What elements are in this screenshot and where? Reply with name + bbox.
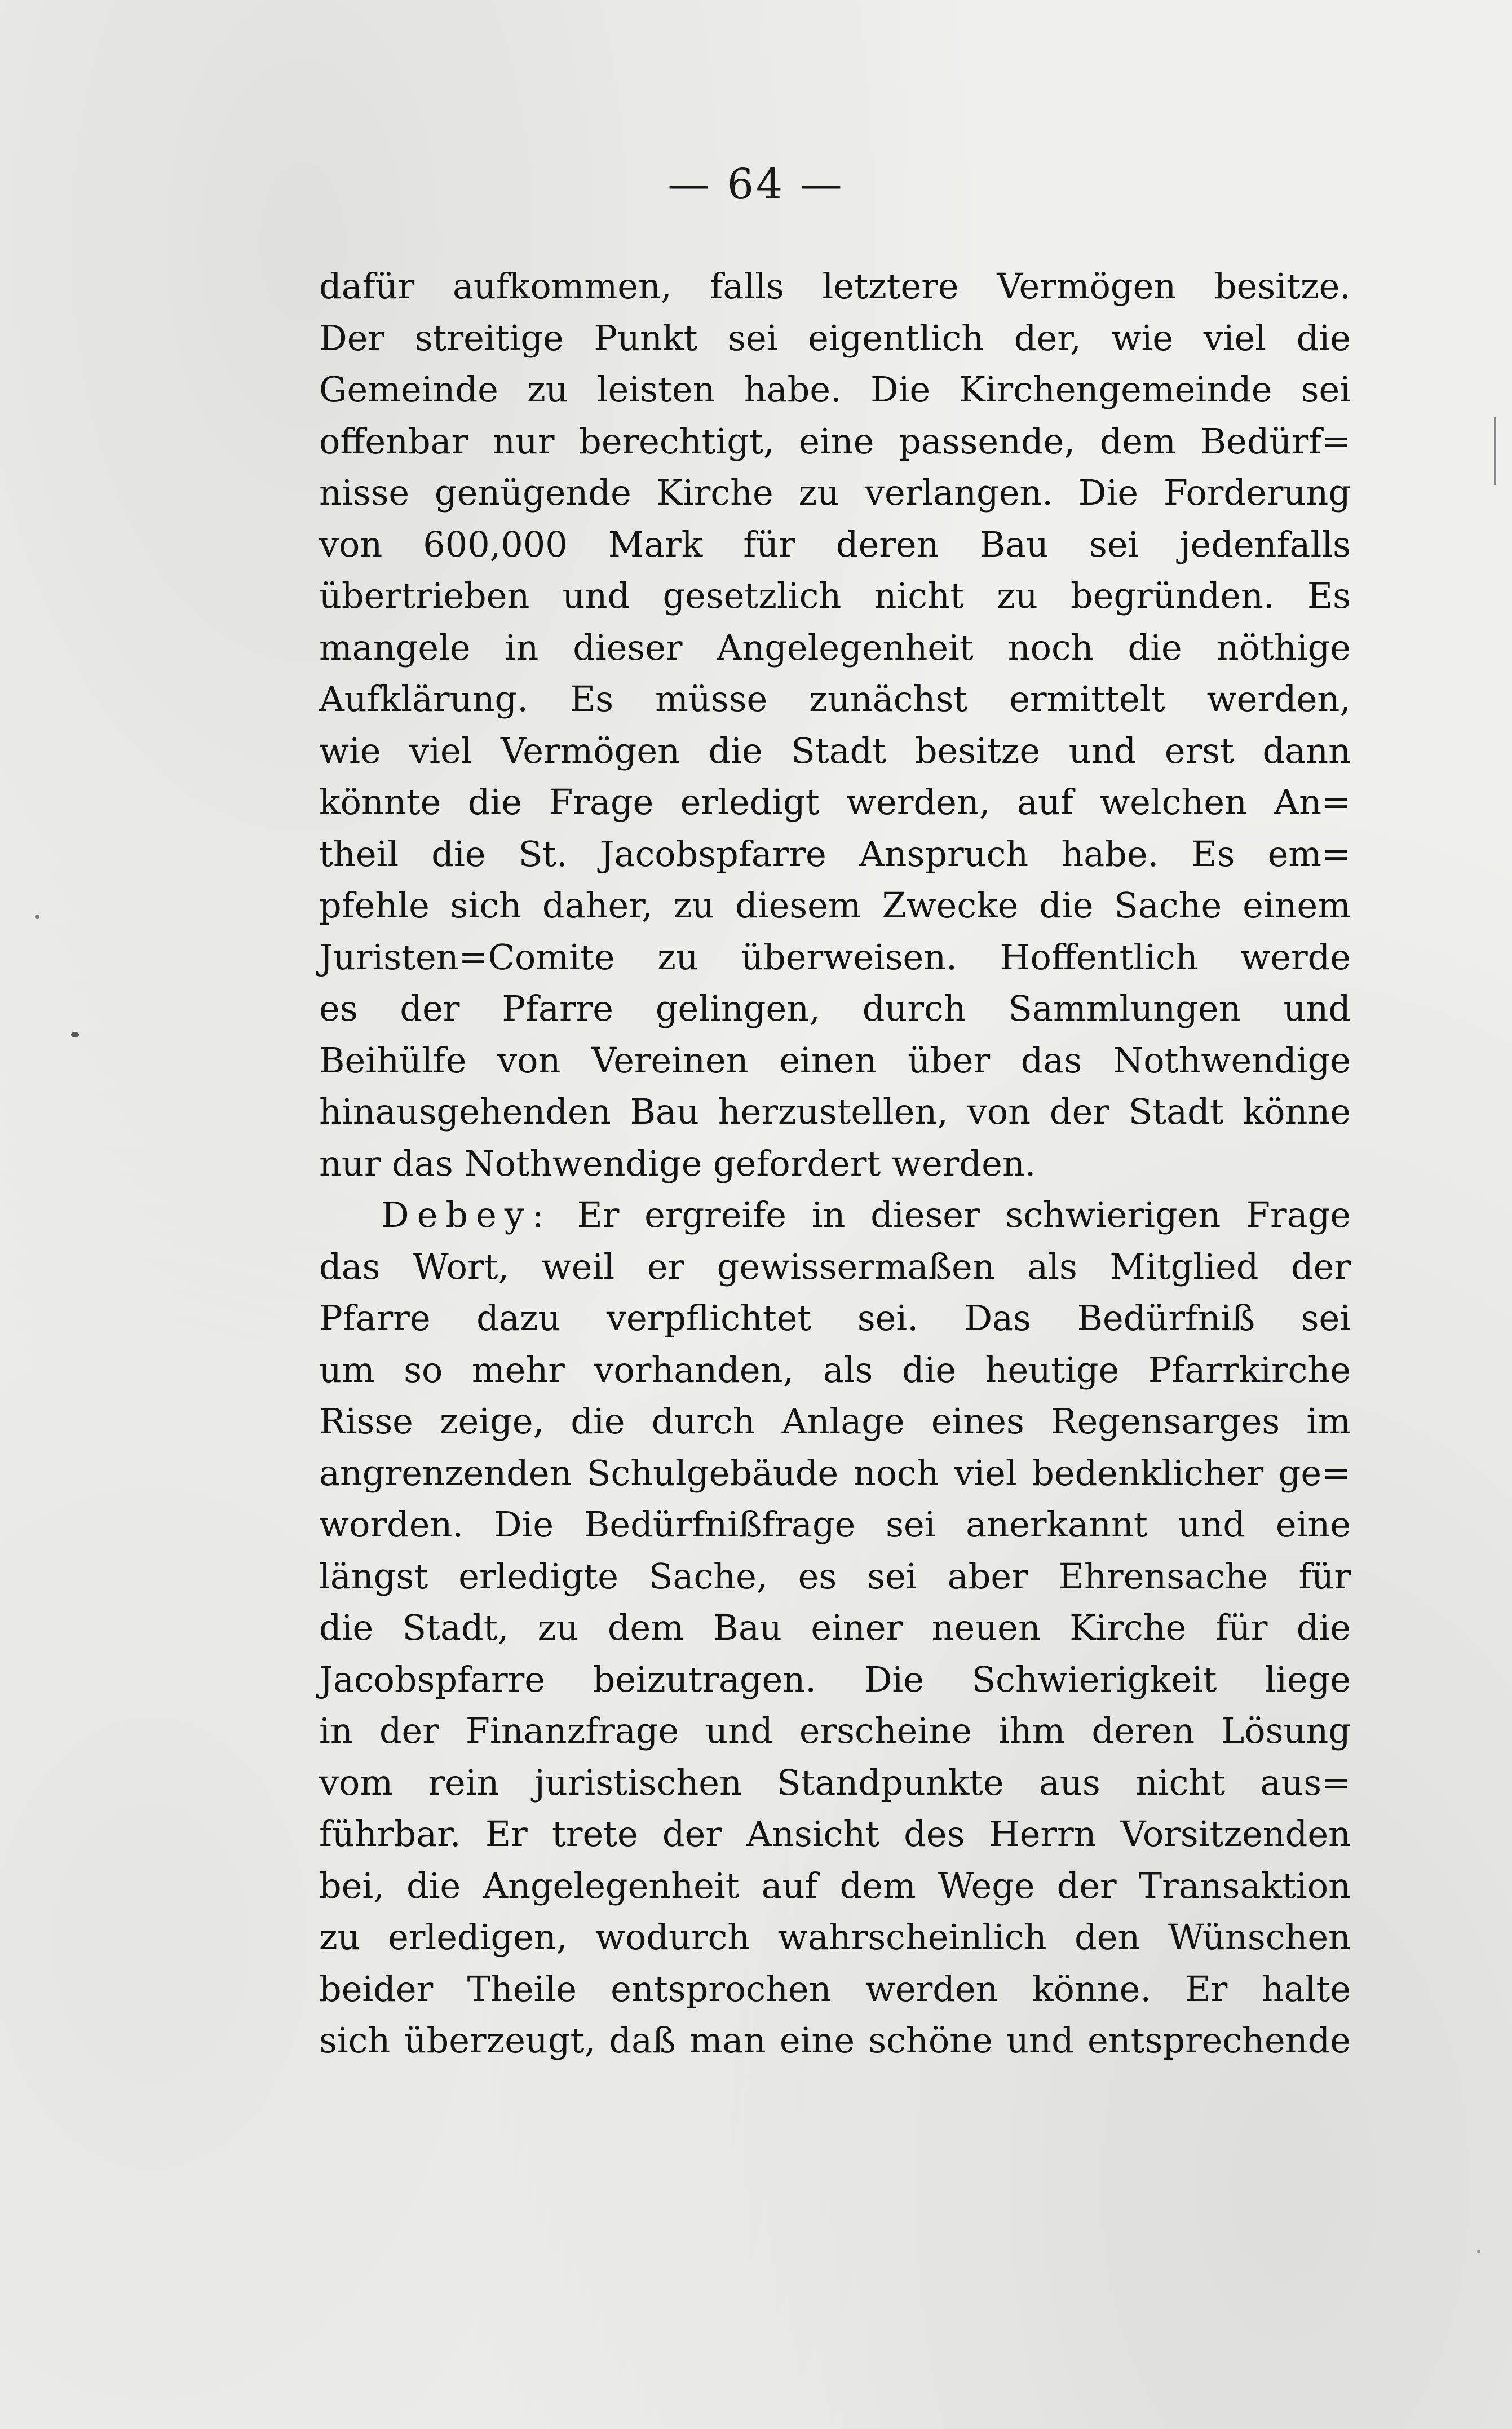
text-line: es der Pfarre gelingen, durch Sammlungen und (319, 988, 1351, 1029)
paper-speck (35, 915, 39, 919)
paper-speck (1477, 2250, 1480, 2253)
text-line: wie viel Vermögen die Stadt besitze und erst dann (319, 730, 1351, 771)
text-line: die Stadt, zu dem Bau einer neuen Kirche für die (319, 1607, 1351, 1648)
text-line: nur das Nothwendige gefordert werden. (319, 1142, 1036, 1184)
text-line: nisse genügende Kirche zu verlangen. Die Forderung (319, 472, 1351, 513)
text-line: Beihülfe von Vereinen einen über das Nothwendige (319, 1039, 1351, 1081)
speaker-name: Debey: (381, 1194, 552, 1235)
text-line: Der streitige Punkt sei eigentlich der, wie viel die (319, 317, 1351, 359)
text-line: übertrieben und gesetzlich nicht zu begründen. Es (319, 575, 1351, 616)
text-line: um so mehr vorhanden, als die heutige Pfarrkirche (319, 1349, 1351, 1390)
text-line: dafür aufkommen, falls letztere Vermögen besitze. (319, 266, 1351, 307)
text-line: pfehle sich daher, zu diesem Zwecke die Sache einem (319, 885, 1351, 926)
edge-mark (1494, 417, 1496, 485)
text-line: könnte die Frage erledigt werden, auf welchen An= (319, 781, 1351, 823)
text-line: Risse zeige, die durch Anlage eines Regensarges im (319, 1401, 1351, 1442)
text-line: beider Theile entsprochen werden könne. Er halte (319, 1968, 1351, 2010)
body-text (319, 260, 1351, 2066)
text-line: Aufklärung. Es müsse zunächst ermittelt werden, (319, 678, 1351, 719)
text-line: sich überzeugt, daß man eine schöne und entsprechende (319, 2020, 1351, 2061)
text-line: Jacobspfarre beizutragen. Die Schwierigkeit liege (319, 1658, 1351, 1700)
speaker-line (319, 1189, 1351, 1241)
text-line: Pfarre dazu verpflichtet sei. Das Bedürfniß sei (319, 1297, 1351, 1339)
text-line: zu erledigen, wodurch wahrscheinlich den Wünschen (319, 1916, 1351, 1958)
text-line: in der Finanzfrage und erscheine ihm deren Lösung (319, 1710, 1351, 1751)
text-line: mangele in dieser Angelegenheit noch die nöthige (319, 626, 1351, 668)
text-line: theil die St. Jacobspfarre Anspruch habe. Es em= (319, 833, 1351, 875)
paper-speck (71, 1032, 79, 1037)
text-line: Juristen=Comite zu überweisen. Hoffentlich werde (319, 936, 1351, 978)
text-line: hinausgehenden Bau herzustellen, von der Stadt könne (319, 1091, 1351, 1132)
text-line: führbar. Er trete der Ansicht des Herrn Vorsitzenden (319, 1813, 1351, 1854)
text-line: vom rein juristischen Standpunkte aus nicht aus= (319, 1761, 1351, 1803)
text-line: bei, die Angelegenheit auf dem Wege der Transaktion (319, 1865, 1351, 1906)
speaker-text: Er ergreife in dieser schwierigen Frage (577, 1194, 1351, 1235)
text-line: Gemeinde zu leisten habe. Die Kirchengemeinde sei (319, 369, 1351, 410)
text-line: offenbar nur berechtigt, eine passende, dem Bedürf= (319, 420, 1351, 462)
text-line: längst erledigte Sache, es sei aber Ehrensache für (319, 1555, 1351, 1597)
text-line: von 600,000 Mark für deren Bau sei jedenfalls (319, 523, 1351, 565)
text-line: worden. Die Bedürfnißfrage sei anerkannt und eine (319, 1504, 1351, 1545)
page-number: — 64 — (667, 160, 845, 209)
text-line: das Wort, weil er gewissermaßen als Mitglied der (319, 1246, 1351, 1287)
text-line: angrenzenden Schulgebäude noch viel bedenklicher ge= (319, 1452, 1351, 1494)
